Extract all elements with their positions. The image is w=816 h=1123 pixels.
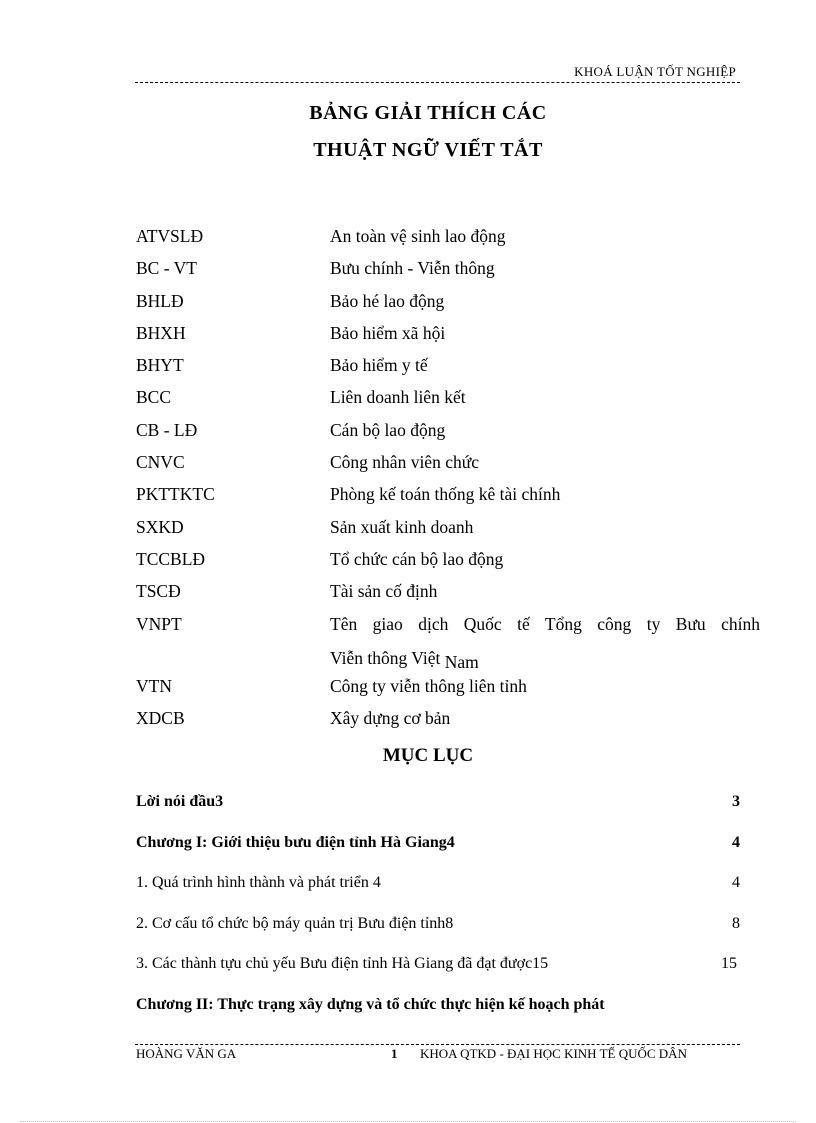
toc-entry-text: 3. Các thành tựu chủ yếu Bưu điện tỉnh Hà Giang đã đạt được15 — [136, 955, 549, 972]
abbreviation-list — [136, 226, 760, 646]
abbreviation-meaning: Liên doanh liên kết — [330, 387, 466, 408]
toc-entry[interactable] — [136, 955, 740, 996]
page-edge-dots — [20, 1121, 796, 1122]
footer-page-number: 1 — [391, 1046, 398, 1061]
abbreviation-code: BC - VT — [136, 258, 197, 279]
abbreviation-meaning: Tên giao dịch Quốc tế Tổng công ty Bưu chính — [330, 613, 760, 634]
abbreviation-meaning: Tổ chức cán bộ lao động — [330, 548, 504, 569]
footer-rule — [135, 1044, 740, 1045]
abbreviation-row — [136, 708, 760, 740]
abbreviation-row — [136, 226, 760, 258]
abbreviation-code: SXKD — [136, 516, 184, 537]
abbreviation-code: BCC — [136, 387, 172, 408]
abbreviation-list-continued — [136, 676, 760, 741]
running-header: KHOÁ LUẬN TỐT NGHIỆP — [574, 64, 736, 79]
abbreviation-meaning: Bảo hiểm xã hội — [330, 322, 446, 343]
continuation-subscript: Nam — [444, 652, 479, 672]
footer-department: KHOA QTKD - ĐẠI HỌC KINH TẾ QUỐC DÂN — [420, 1046, 687, 1061]
toc-entry-page: 4 — [732, 874, 740, 891]
abbreviation-code: TCCBLĐ — [136, 548, 206, 569]
abbreviation-row — [136, 258, 760, 290]
toc-entry-page: 4 — [732, 833, 740, 851]
abbreviation-meaning: Bảo hiểm y tế — [330, 355, 428, 376]
abbreviation-row — [136, 323, 760, 355]
toc-entry-page: 15 — [721, 955, 737, 972]
abbreviation-meaning: Xây dựng cơ bản — [330, 708, 451, 729]
toc-entry-page: 8 — [732, 914, 740, 932]
abbreviation-row — [136, 420, 760, 452]
abbreviation-meaning: An toàn vệ sinh lao động — [330, 226, 506, 246]
header-rule — [135, 82, 740, 83]
toc-entry[interactable] — [136, 793, 740, 834]
abbreviation-code: VTN — [136, 676, 172, 696]
toc-entry-page: 3 — [732, 793, 740, 810]
abbreviation-row — [136, 355, 760, 387]
abbreviation-row — [136, 452, 760, 484]
toc-entry-text: Chương II: Thực trạng xây dựng và tổ chức thực hiện kế hoạch phát — [136, 995, 605, 1013]
toc-entry-text: 1. Quá trình hình thành và phát triển 4 — [136, 874, 381, 891]
abbreviation-code: ATVSLĐ — [136, 226, 204, 246]
abbreviation-meaning: Phòng kế toán thống kê tài chính — [330, 484, 561, 505]
toc-entry[interactable] — [136, 834, 740, 875]
footer-author: HOÀNG VĂN GA — [136, 1046, 237, 1061]
abbreviation-meaning: Sản xuất kinh doanh — [330, 516, 474, 537]
abbreviation-code: BHLĐ — [136, 290, 184, 311]
abbreviation-row — [136, 484, 760, 516]
abbreviation-row — [136, 549, 760, 581]
abbreviation-meaning: Công ty viễn thông liên tỉnh — [330, 676, 527, 696]
table-of-contents — [136, 793, 740, 1036]
toc-entry-text: 2. Cơ cấu tổ chức bộ máy quản trị Bưu điện tỉnh8 — [136, 914, 454, 932]
vnpt-meaning-continuation — [330, 648, 479, 672]
abbreviation-code: TSCĐ — [136, 581, 181, 602]
abbreviation-row — [136, 614, 760, 646]
abbreviation-code: BHYT — [136, 355, 184, 376]
toc-title: MỤC LỤC — [382, 745, 474, 766]
abbreviation-row — [136, 387, 760, 419]
abbreviation-code: XDCB — [136, 708, 185, 729]
toc-entry-text: Chương I: Giới thiệu bưu điện tỉnh Hà Giang4 — [136, 833, 455, 851]
abbreviation-code: CB - LĐ — [136, 419, 198, 440]
toc-entry[interactable] — [136, 874, 740, 915]
abbreviation-meaning: Tài sản cố định — [330, 581, 438, 602]
abbreviation-row — [136, 581, 760, 613]
abbreviation-row — [136, 291, 760, 323]
abbreviation-code: PKTTKTC — [136, 484, 215, 505]
abbreviation-code: VNPT — [136, 613, 182, 634]
page-title-line1: BẢNG GIẢI THÍCH CÁC — [309, 102, 547, 124]
toc-entry[interactable] — [136, 996, 740, 1037]
abbreviation-meaning: Bảo hé lao động — [330, 290, 445, 311]
abbreviation-code: CNVC — [136, 452, 185, 473]
toc-entry-text: Lời nói đầu3 — [136, 793, 224, 810]
abbreviation-meaning: Bưu chính - Viễn thông — [330, 258, 495, 279]
abbreviation-row — [136, 517, 760, 549]
continuation-text: Viễn thông Việt — [330, 648, 441, 668]
toc-entry[interactable] — [136, 915, 740, 956]
abbreviation-meaning: Công nhân viên chức — [330, 452, 479, 473]
abbreviation-code: BHXH — [136, 322, 186, 343]
abbreviation-row — [136, 676, 760, 708]
page-title-line2: THUẬT NGỮ VIẾT TẮT — [313, 139, 543, 161]
abbreviation-meaning: Cán bộ lao động — [330, 419, 446, 440]
